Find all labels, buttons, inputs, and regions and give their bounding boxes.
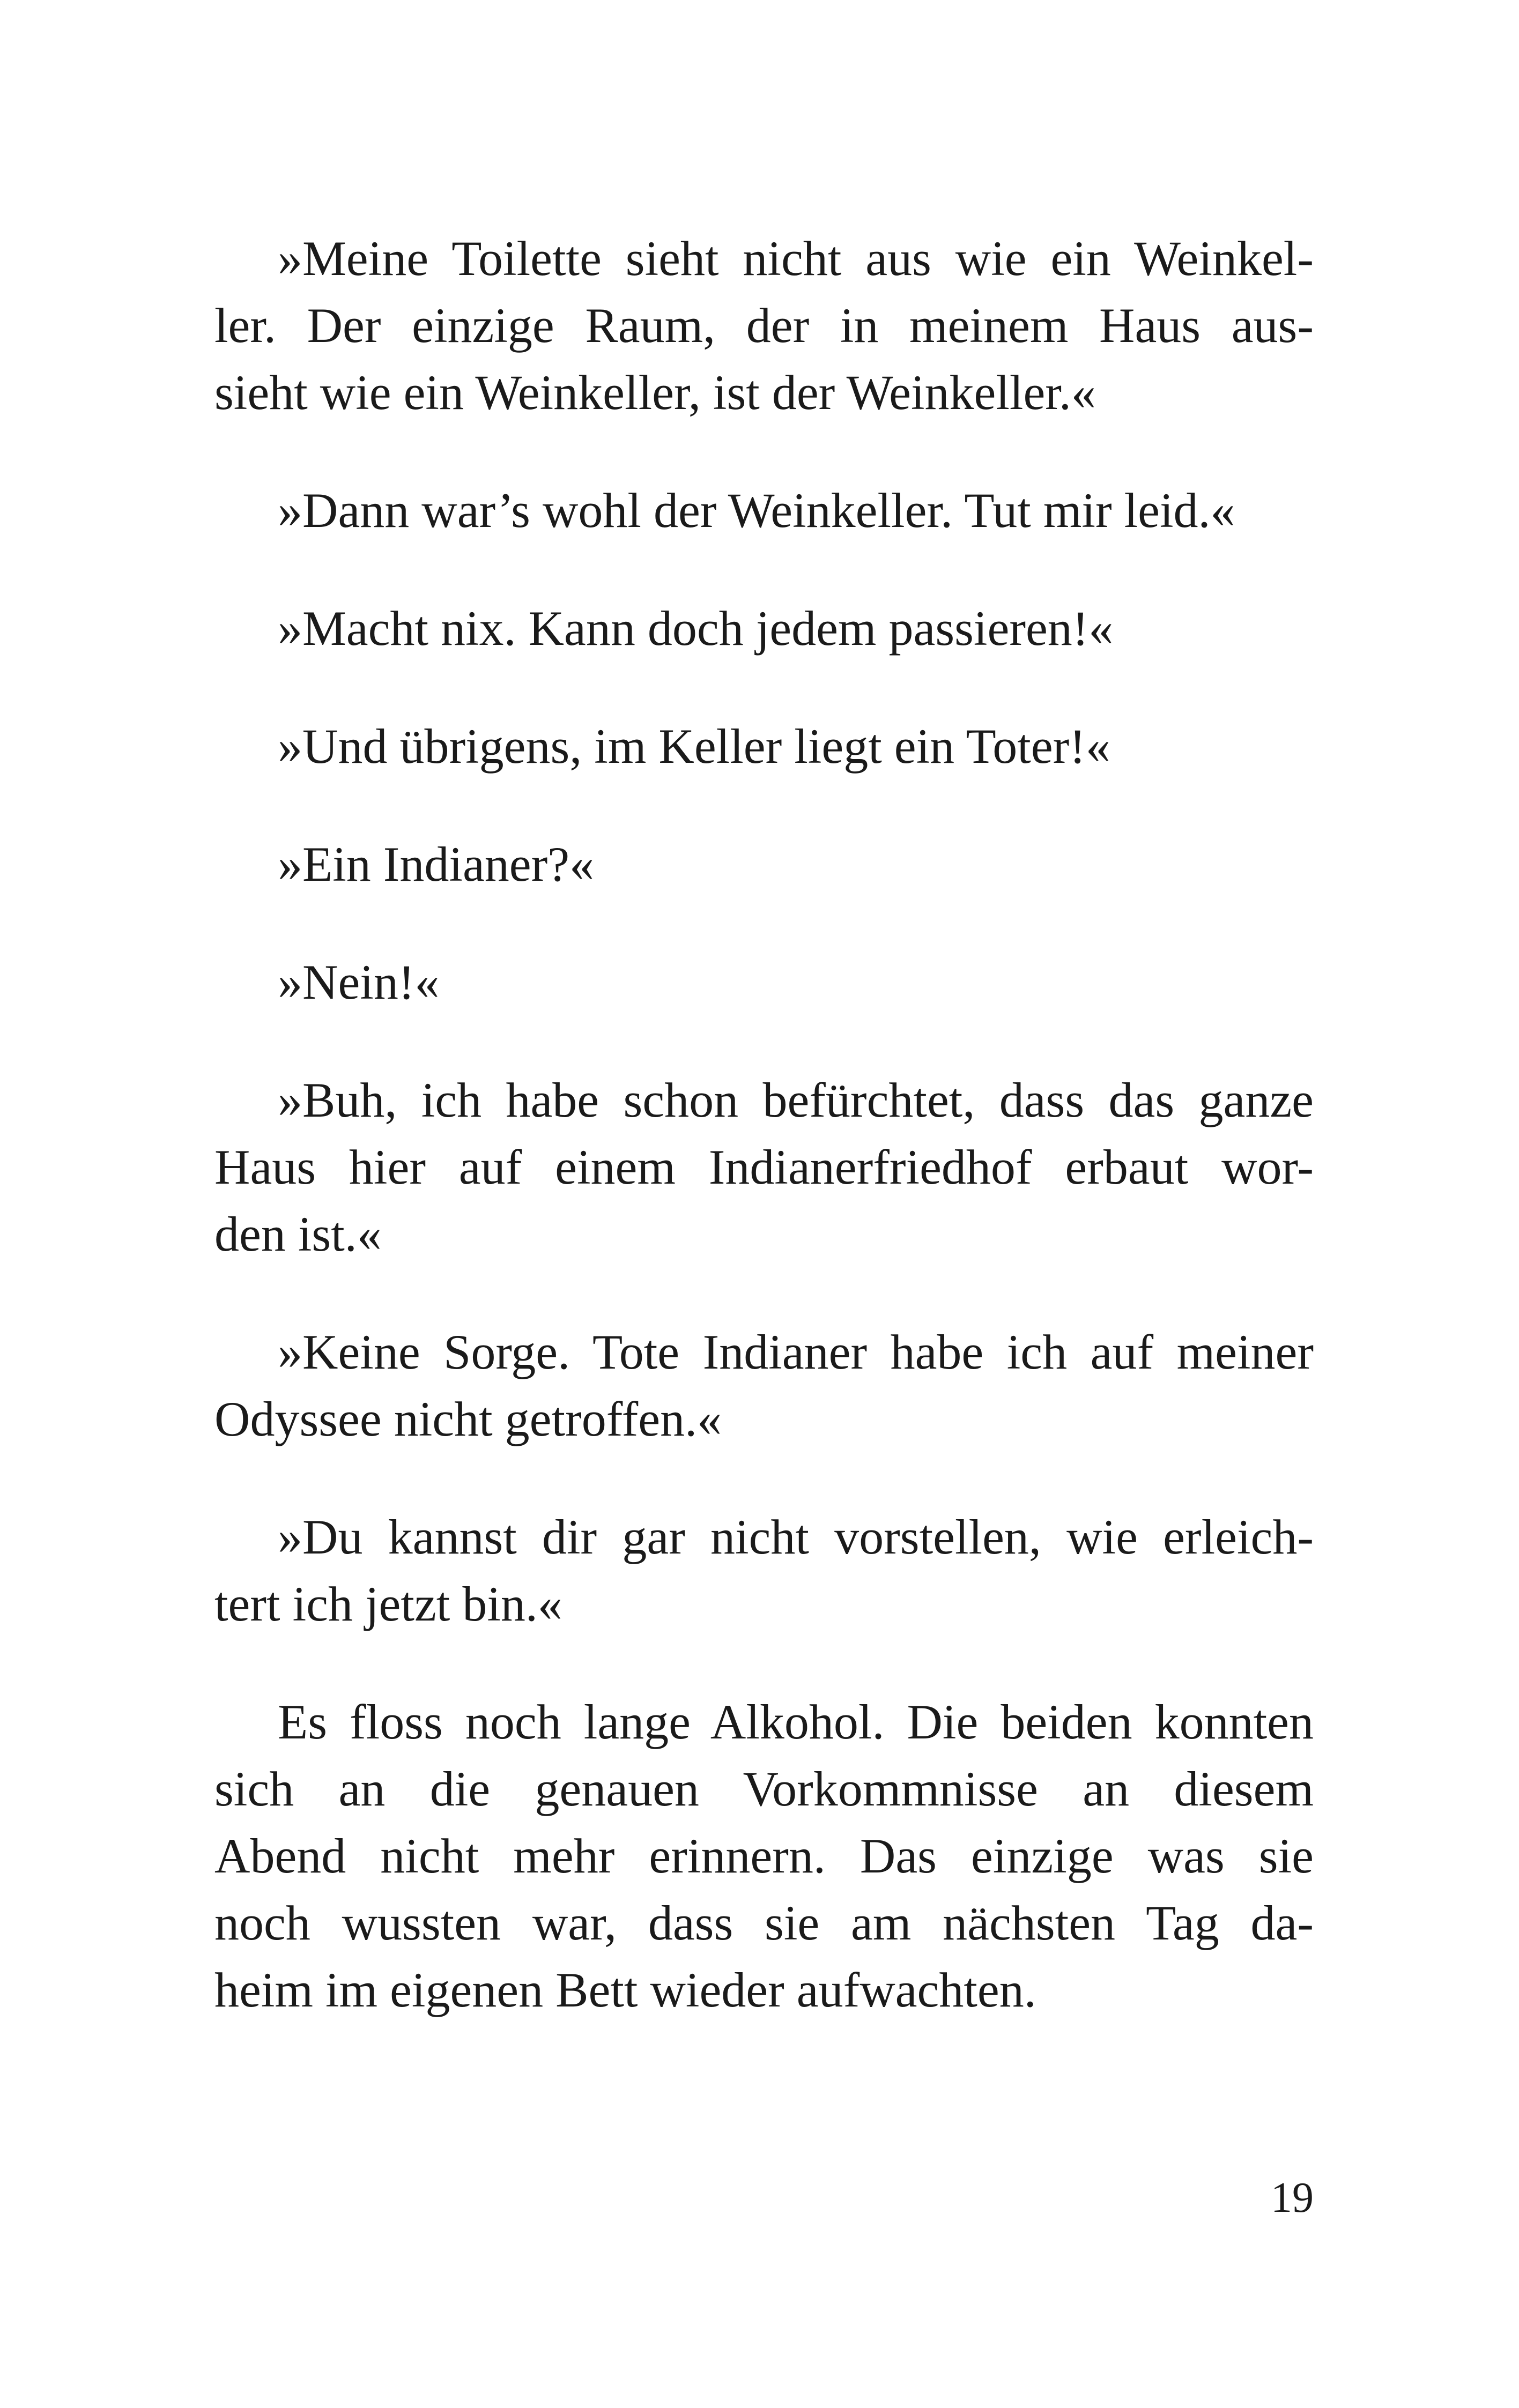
text-line: noch wussten war, dass sie am nächsten Tag da- <box>214 1896 1314 1950</box>
paragraph <box>214 1504 1314 1638</box>
text-line: »Nein!« <box>278 955 440 1009</box>
page-number: 19 <box>1271 2174 1314 2221</box>
text-line: Odyssee nicht getroffen.« <box>214 1392 722 1446</box>
text-line: »Ein Indianer?« <box>278 837 595 891</box>
paragraph <box>214 713 1314 780</box>
text-line: den ist.« <box>214 1207 382 1261</box>
text-line: »Dann war’s wohl der Weinkeller. Tut mir leid.« <box>278 483 1235 538</box>
paragraph <box>214 1319 1314 1453</box>
text-line: »Und übrigens, im Keller liegt ein Toter!« <box>278 719 1110 774</box>
text-block <box>214 225 1314 2075</box>
paragraph <box>214 1067 1314 1268</box>
text-line: ler. Der einzige Raum, der in meinem Haus aus- <box>214 298 1314 353</box>
text-line: »Du kannst dir gar nicht vorstellen, wie erleich- <box>278 1510 1314 1564</box>
text-line: Es floss noch lange Alkohol. Die beiden konnten <box>278 1694 1314 1749</box>
paragraph <box>214 831 1314 898</box>
paragraph <box>214 949 1314 1016</box>
text-line: heim im eigenen Bett wieder aufwachten. <box>214 1963 1036 2017</box>
text-line: »Macht nix. Kann doch jedem passieren!« <box>278 601 1114 656</box>
paragraph <box>214 1689 1314 2024</box>
text-line: »Buh, ich habe schon befürchtet, dass das ganze <box>278 1073 1314 1127</box>
text-line: sieht wie ein Weinkeller, ist der Weinkeller.« <box>214 365 1096 420</box>
paragraph <box>214 595 1314 662</box>
text-line: »Keine Sorge. Tote Indianer habe ich auf meiner <box>278 1325 1314 1379</box>
text-line: Haus hier auf einem Indianerfriedhof erbaut wor- <box>214 1140 1314 1194</box>
paragraph <box>214 477 1314 544</box>
text-line: »Meine Toilette sieht nicht aus wie ein Weinkel- <box>278 231 1314 286</box>
text-line: Abend nicht mehr erinnern. Das einzige was sie <box>214 1829 1314 1883</box>
text-line: tert ich jetzt bin.« <box>214 1577 562 1631</box>
text-line: sich an die genauen Vorkommnisse an diesem <box>214 1762 1314 1816</box>
paragraph <box>214 225 1314 426</box>
